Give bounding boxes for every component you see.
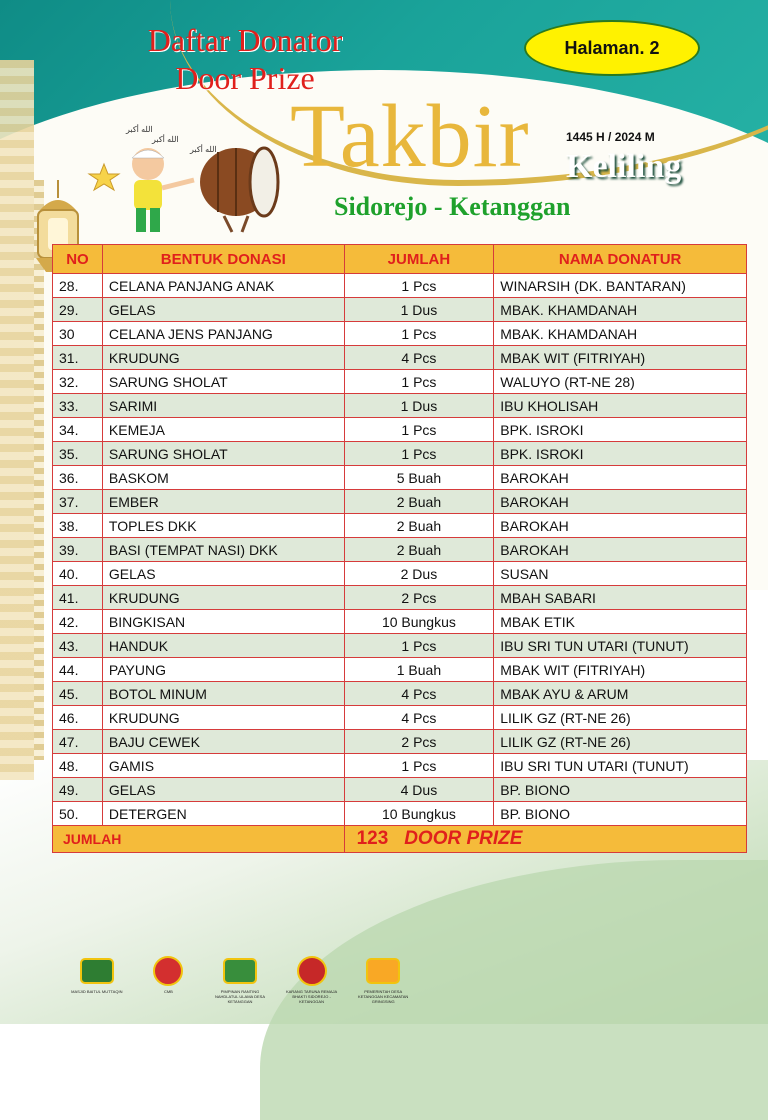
- row-item: KRUDUNG: [102, 346, 344, 370]
- table-row: [53, 634, 747, 658]
- title-line-1: Daftar Donator: [147, 22, 343, 58]
- row-donor: WINARSIH (DK. BANTARAN): [494, 274, 747, 298]
- total-row: [53, 826, 747, 853]
- ornament-pillar: [0, 60, 34, 780]
- row-donor: SUSAN: [494, 562, 747, 586]
- row-item: EMBER: [102, 490, 344, 514]
- row-quantity: 4 Dus: [344, 778, 494, 802]
- table-row: [53, 322, 747, 346]
- row-item: SARUNG SHOLAT: [102, 442, 344, 466]
- row-item: GELAS: [102, 778, 344, 802]
- row-item: SARIMI: [102, 394, 344, 418]
- logo-caption: MASJID BAITUL MUTTAQIN: [71, 989, 123, 994]
- event-title: Takbir: [290, 87, 530, 186]
- table-row: [53, 274, 747, 298]
- row-item: KEMEJA: [102, 418, 344, 442]
- table-row: [53, 442, 747, 466]
- table-row: [53, 490, 747, 514]
- row-donor: MBAK WIT (FITRIYAH): [494, 658, 747, 682]
- cmb-icon: [146, 955, 190, 987]
- row-number: 49.: [53, 778, 103, 802]
- row-donor: MBAK ETIK: [494, 610, 747, 634]
- year-label: 1445 H / 2024 M: [566, 130, 655, 144]
- table-row: [53, 538, 747, 562]
- row-number: 41.: [53, 586, 103, 610]
- row-quantity: 1 Pcs: [344, 418, 494, 442]
- row-quantity: 4 Pcs: [344, 706, 494, 730]
- logo-caption: PEMERINTAH DESA KETANGGAN KECAMATAN GRINGSING: [358, 989, 409, 1004]
- row-donor: MBAH SABARI: [494, 586, 747, 610]
- row-donor: WALUYO (RT-NE 28): [494, 370, 747, 394]
- location-label: Sidorejo - Ketanggan: [334, 192, 571, 221]
- row-number: 48.: [53, 754, 103, 778]
- row-number: 32.: [53, 370, 103, 394]
- row-item: KRUDUNG: [102, 706, 344, 730]
- table-row: [53, 346, 747, 370]
- row-donor: MBAK WIT (FITRIYAH): [494, 346, 747, 370]
- karang-taruna-icon: [290, 955, 334, 987]
- row-number: 46.: [53, 706, 103, 730]
- row-quantity: 1 Dus: [344, 298, 494, 322]
- row-item: GELAS: [102, 298, 344, 322]
- row-number: 45.: [53, 682, 103, 706]
- row-quantity: 4 Pcs: [344, 682, 494, 706]
- total-label: JUMLAH: [53, 826, 345, 853]
- row-quantity: 2 Pcs: [344, 586, 494, 610]
- total-value-cell: [344, 826, 746, 853]
- row-donor: MBAK AYU & ARUM: [494, 682, 747, 706]
- row-donor: MBAK. KHAMDANAH: [494, 322, 747, 346]
- row-number: 42.: [53, 610, 103, 634]
- row-donor: MBAK. KHAMDANAH: [494, 298, 747, 322]
- table-row: [53, 514, 747, 538]
- row-item: PAYUNG: [102, 658, 344, 682]
- row-number: 29.: [53, 298, 103, 322]
- row-quantity: 2 Buah: [344, 538, 494, 562]
- table-row: [53, 298, 747, 322]
- pemerintah-icon: [361, 955, 405, 987]
- row-quantity: 1 Pcs: [344, 274, 494, 298]
- logo-pemerintah: [356, 955, 410, 1004]
- row-item: BOTOL MINUM: [102, 682, 344, 706]
- row-quantity: 1 Pcs: [344, 370, 494, 394]
- row-quantity: 1 Pcs: [344, 754, 494, 778]
- drummer-illustration: [86, 112, 306, 242]
- table-row: [53, 418, 747, 442]
- col-header-no: NO: [53, 245, 103, 274]
- table-row: [53, 754, 747, 778]
- row-item: GELAS: [102, 562, 344, 586]
- table-row: [53, 682, 747, 706]
- row-item: CELANA JENS PANJANG: [102, 322, 344, 346]
- row-item: BAJU CEWEK: [102, 730, 344, 754]
- row-donor: LILIK GZ (RT-NE 26): [494, 706, 747, 730]
- table-row: [53, 730, 747, 754]
- row-quantity: 1 Pcs: [344, 634, 494, 658]
- row-quantity: 1 Pcs: [344, 442, 494, 466]
- arabic-text-1: الله أكبر: [126, 125, 153, 134]
- row-donor: IBU SRI TUN UTARI (TUNUT): [494, 754, 747, 778]
- col-header-donor: NAMA DONATUR: [494, 245, 747, 274]
- logo-caption: KARANG TARUNA REMAJA BHAKTI SIDOREJO - KETANGGAN: [285, 989, 338, 1004]
- logo-nu: [213, 955, 267, 1004]
- row-item: CELANA PANJANG ANAK: [102, 274, 344, 298]
- col-header-item: BENTUK DONASI: [102, 245, 344, 274]
- event-subtitle: Keliling: [566, 148, 682, 185]
- table-row: [53, 394, 747, 418]
- table-row: [53, 586, 747, 610]
- row-number: 28.: [53, 274, 103, 298]
- table-row: [53, 610, 747, 634]
- row-quantity: 4 Pcs: [344, 346, 494, 370]
- row-number: 37.: [53, 490, 103, 514]
- row-item: GAMIS: [102, 754, 344, 778]
- row-quantity: 1 Buah: [344, 658, 494, 682]
- row-quantity: 10 Bungkus: [344, 610, 494, 634]
- row-item: BINGKISAN: [102, 610, 344, 634]
- row-quantity: 1 Dus: [344, 394, 494, 418]
- row-quantity: 2 Pcs: [344, 730, 494, 754]
- table-row: [53, 658, 747, 682]
- row-donor: BAROKAH: [494, 538, 747, 562]
- masjid-icon: [75, 955, 119, 987]
- row-donor: LILIK GZ (RT-NE 26): [494, 730, 747, 754]
- sponsor-logos: [70, 955, 410, 1005]
- row-number: 30: [53, 322, 103, 346]
- page-badge: Halaman. 2: [524, 20, 700, 76]
- row-number: 39.: [53, 538, 103, 562]
- table-header-row: [53, 245, 747, 274]
- row-number: 31.: [53, 346, 103, 370]
- arabic-text-3: الله أكبر: [190, 145, 217, 154]
- row-donor: BPK. ISROKI: [494, 418, 747, 442]
- row-number: 43.: [53, 634, 103, 658]
- row-number: 35.: [53, 442, 103, 466]
- table-row: [53, 466, 747, 490]
- row-donor: BPK. ISROKI: [494, 442, 747, 466]
- row-donor: BP. BIONO: [494, 778, 747, 802]
- logo-caption: PIMPINAN RANTING NAHDLATUL ULAMA DESA KETANGGAN: [214, 989, 265, 1004]
- row-item: SARUNG SHOLAT: [102, 370, 344, 394]
- row-number: 36.: [53, 466, 103, 490]
- row-quantity: 2 Dus: [344, 562, 494, 586]
- row-donor: IBU KHOLISAH: [494, 394, 747, 418]
- row-item: HANDUK: [102, 634, 344, 658]
- table-row: [53, 802, 747, 826]
- row-quantity: 2 Buah: [344, 514, 494, 538]
- row-number: 44.: [53, 658, 103, 682]
- row-donor: BP. BIONO: [494, 802, 747, 826]
- arabic-text-2: الله أكبر: [152, 135, 179, 144]
- row-quantity: 2 Buah: [344, 490, 494, 514]
- row-number: 47.: [53, 730, 103, 754]
- row-item: KRUDUNG: [102, 586, 344, 610]
- title-line-2: Door Prize: [175, 60, 315, 96]
- row-quantity: 1 Pcs: [344, 322, 494, 346]
- logo-cmb: [142, 955, 196, 994]
- table-row: [53, 706, 747, 730]
- total-text: DOOR PRIZE: [404, 828, 523, 849]
- row-item: BASI (TEMPAT NASI) DKK: [102, 538, 344, 562]
- row-number: 33.: [53, 394, 103, 418]
- logo-karang-taruna: [285, 955, 339, 1004]
- row-donor: BAROKAH: [494, 490, 747, 514]
- row-donor: BAROKAH: [494, 466, 747, 490]
- row-item: DETERGEN: [102, 802, 344, 826]
- row-number: 50.: [53, 802, 103, 826]
- row-quantity: 5 Buah: [344, 466, 494, 490]
- row-donor: BAROKAH: [494, 514, 747, 538]
- row-item: BASKOM: [102, 466, 344, 490]
- row-number: 40.: [53, 562, 103, 586]
- donation-table: [52, 244, 747, 853]
- col-header-qty: JUMLAH: [344, 245, 494, 274]
- row-donor: IBU SRI TUN UTARI (TUNUT): [494, 634, 747, 658]
- row-number: 34.: [53, 418, 103, 442]
- row-quantity: 10 Bungkus: [344, 802, 494, 826]
- total-count: 123: [356, 828, 389, 849]
- row-number: 38.: [53, 514, 103, 538]
- table-row: [53, 562, 747, 586]
- logo-caption: CMB: [163, 989, 173, 994]
- nu-icon: [218, 955, 262, 987]
- logo-masjid: [70, 955, 124, 994]
- row-item: TOPLES DKK: [102, 514, 344, 538]
- table-row: [53, 370, 747, 394]
- table-row: [53, 778, 747, 802]
